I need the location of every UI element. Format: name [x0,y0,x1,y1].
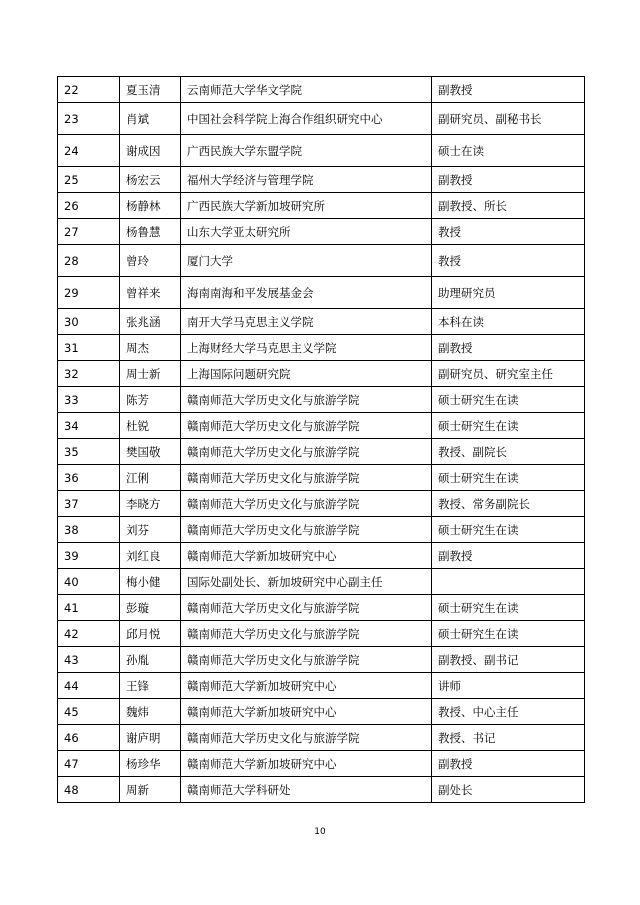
person-name: 周士新 [120,361,181,387]
person-name: 李晓方 [120,491,181,517]
position-title: 讲师 [432,673,585,699]
row-number: 47 [58,751,120,777]
table-row [58,193,585,219]
table-row [58,621,585,647]
position-title: 教授、副院长 [432,439,585,465]
position-title: 副教授 [432,167,585,193]
table-row [58,439,585,465]
table-row [58,413,585,439]
position-title: 副处长 [432,777,585,803]
person-name: 曾玲 [120,245,181,277]
organization: 赣南师范大学历史文化与旅游学院 [181,491,432,517]
organization: 赣南师范大学新加坡研究中心 [181,699,432,725]
row-number: 25 [58,167,120,193]
table-row [58,777,585,803]
person-name: 杨静林 [120,193,181,219]
row-number: 43 [58,647,120,673]
table-row [58,335,585,361]
organization: 厦门大学 [181,245,432,277]
row-number: 26 [58,193,120,219]
position-title: 助理研究员 [432,277,585,309]
organization: 山东大学亚太研究所 [181,219,432,245]
position-title: 硕士研究生在读 [432,621,585,647]
organization: 广西民族大学新加坡研究所 [181,193,432,219]
position-title: 教授、常务副院长 [432,491,585,517]
position-title: 教授、书记 [432,725,585,751]
position-title: 副教授 [432,77,585,103]
organization: 赣南师范大学历史文化与旅游学院 [181,621,432,647]
table-row [58,751,585,777]
organization: 赣南师范大学历史文化与旅游学院 [181,439,432,465]
table-row [58,699,585,725]
row-number: 34 [58,413,120,439]
position-title: 硕士研究生在读 [432,413,585,439]
position-title: 硕士研究生在读 [432,465,585,491]
table-row [58,595,585,621]
organization: 赣南师范大学历史文化与旅游学院 [181,595,432,621]
position-title: 副教授 [432,543,585,569]
row-number: 45 [58,699,120,725]
person-name: 张兆涵 [120,309,181,335]
table-row [58,517,585,543]
table-row [58,647,585,673]
position-title: 副教授 [432,751,585,777]
organization: 上海财经大学马克思主义学院 [181,335,432,361]
person-name: 曾祥来 [120,277,181,309]
person-name: 谢成因 [120,135,181,167]
organization: 海南南海和平发展基金会 [181,277,432,309]
row-number: 32 [58,361,120,387]
person-name: 杜锐 [120,413,181,439]
person-name: 杨鲁慧 [120,219,181,245]
table-row [58,167,585,193]
person-name: 梅小健 [120,569,181,595]
position-title: 副教授、副书记 [432,647,585,673]
organization: 赣南师范大学新加坡研究中心 [181,751,432,777]
person-name: 王锋 [120,673,181,699]
table-row [58,135,585,167]
table-row [58,77,585,103]
person-name: 刘红良 [120,543,181,569]
person-name: 谢庐明 [120,725,181,751]
participants-table [57,76,585,803]
position-title: 硕士研究生在读 [432,595,585,621]
organization: 赣南师范大学历史文化与旅游学院 [181,387,432,413]
person-name: 杨宏云 [120,167,181,193]
organization: 赣南师范大学科研处 [181,777,432,803]
row-number: 38 [58,517,120,543]
row-number: 39 [58,543,120,569]
row-number: 41 [58,595,120,621]
page-number: 10 [314,827,326,837]
position-title: 教授 [432,219,585,245]
organization: 赣南师范大学新加坡研究中心 [181,673,432,699]
position-title [432,569,585,595]
person-name: 彭璇 [120,595,181,621]
row-number: 27 [58,219,120,245]
table-row [58,245,585,277]
position-title: 副研究员、副秘书长 [432,103,585,135]
row-number: 48 [58,777,120,803]
row-number: 28 [58,245,120,277]
organization: 广西民族大学东盟学院 [181,135,432,167]
position-title: 副教授 [432,335,585,361]
person-name: 杨珍华 [120,751,181,777]
position-title: 副研究员、研究室主任 [432,361,585,387]
person-name: 江俐 [120,465,181,491]
table-row [58,361,585,387]
table-row [58,387,585,413]
row-number: 24 [58,135,120,167]
position-title: 教授 [432,245,585,277]
organization: 赣南师范大学历史文化与旅游学院 [181,413,432,439]
row-number: 42 [58,621,120,647]
row-number: 37 [58,491,120,517]
row-number: 23 [58,103,120,135]
table-row [58,725,585,751]
person-name: 周新 [120,777,181,803]
person-name: 周杰 [120,335,181,361]
person-name: 邱月悦 [120,621,181,647]
table-row [58,543,585,569]
organization: 南开大学马克思主义学院 [181,309,432,335]
table-row [58,491,585,517]
person-name: 夏玉清 [120,77,181,103]
table-row [58,569,585,595]
organization: 赣南师范大学历史文化与旅游学院 [181,465,432,491]
row-number: 36 [58,465,120,491]
row-number: 35 [58,439,120,465]
table-row [58,277,585,309]
row-number: 44 [58,673,120,699]
organization: 赣南师范大学历史文化与旅游学院 [181,725,432,751]
organization: 福州大学经济与管理学院 [181,167,432,193]
organization: 国际处副处长、新加坡研究中心副主任 [181,569,432,595]
row-number: 40 [58,569,120,595]
organization: 中国社会科学院上海合作组织研究中心 [181,103,432,135]
position-title: 副教授、所长 [432,193,585,219]
position-title: 硕士研究生在读 [432,387,585,413]
organization: 赣南师范大学历史文化与旅游学院 [181,647,432,673]
organization: 上海国际问题研究院 [181,361,432,387]
table-row [58,219,585,245]
organization: 赣南师范大学新加坡研究中心 [181,543,432,569]
row-number: 22 [58,77,120,103]
table-row [58,309,585,335]
person-name: 孙胤 [120,647,181,673]
table-row [58,103,585,135]
position-title: 硕士研究生在读 [432,517,585,543]
organization: 赣南师范大学历史文化与旅游学院 [181,517,432,543]
table-row [58,465,585,491]
person-name: 魏炜 [120,699,181,725]
person-name: 樊国敬 [120,439,181,465]
row-number: 30 [58,309,120,335]
person-name: 肖斌 [120,103,181,135]
position-title: 教授、中心主任 [432,699,585,725]
person-name: 陈芳 [120,387,181,413]
row-number: 46 [58,725,120,751]
row-number: 33 [58,387,120,413]
row-number: 29 [58,277,120,309]
position-title: 本科在读 [432,309,585,335]
position-title: 硕士在读 [432,135,585,167]
organization: 云南师范大学华文学院 [181,77,432,103]
person-name: 刘芬 [120,517,181,543]
row-number: 31 [58,335,120,361]
table-row [58,673,585,699]
